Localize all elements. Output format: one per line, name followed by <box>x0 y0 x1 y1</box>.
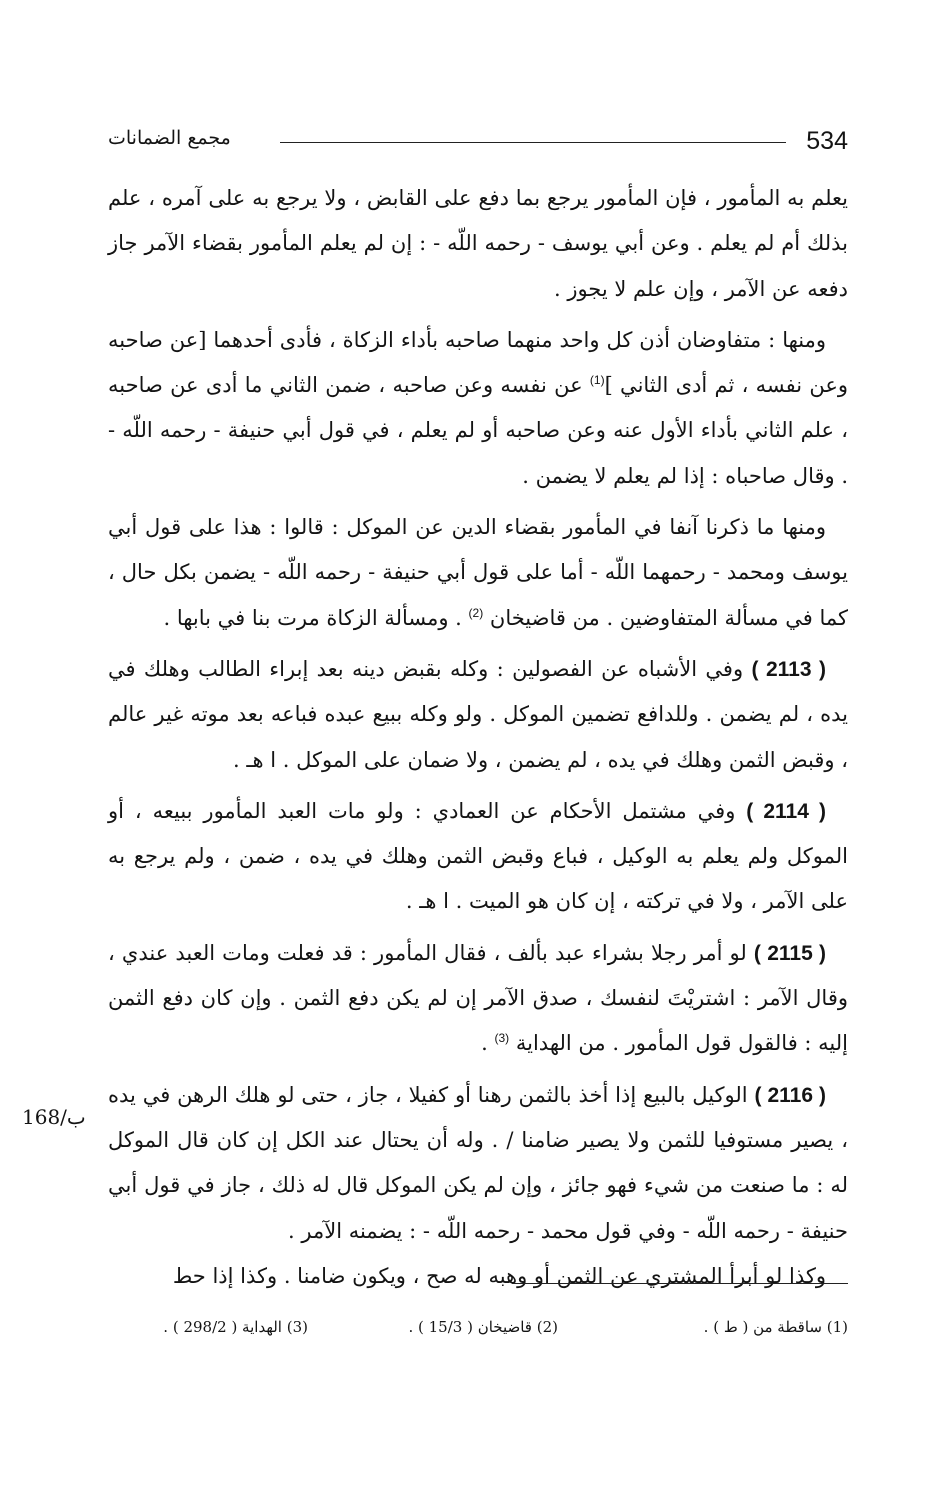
entry-number-2114: ( 2114 ) <box>746 799 826 823</box>
footnote-2: (2) قاضيخان ( 15/3 ) . <box>408 1318 558 1336</box>
paragraph-3-text-a: ومنها ما ذكرنا آنفا في المأمور بقضاء الدين عن الموكل : قالوا : هذا على قول أبي يوسف ومحمد - رحمهما اللّه - أما على قول أبي حنيفة - رحمه اللّه - يضمن بكل حال ، كما في مسألة المتفاوضين . من قاضيخان <box>108 515 848 630</box>
paragraph-2-text-a: ومنها : متفاوضان أذن كل واحد منهما صاحبه بأداء الزكاة ، فأدى أحدهما [عن صاحبه وعن نفسه ، ثم أدى الثاني ] <box>108 327 849 398</box>
paragraph-2113 <box>108 647 848 783</box>
paragraph-2 <box>108 318 848 499</box>
paragraph-2114-text: وفي مشتمل الأحكام عن العمادي : ولو مات العبد المأمور ببيعه ، أو الموكل ولم يعلم به الوكيل ، فباع وقبض الثمن وهلك في يده ، ضمن ، ولم يرجع به على الآمر ، ولا في تركته ، إن كان هو الميت . ا هـ . <box>108 798 848 914</box>
footnote-3: (3) الهداية ( 298/2 ) . <box>163 1318 308 1336</box>
footnote-ref-2: (2) <box>468 605 484 620</box>
paragraph-2116-text: الوكيل بالبيع إذا أخذ بالثمن رهنا أو كفيلا ، جاز ، حتى لو هلك الرهن في يده ، يصير مستوفيا للثمن ولا يصير ضامنا / . وله أن يحتال عند الكل إن كان قال الموكل له : ما صنعت من شيء فهو جائز ، وإن لم يكن الموكل قال له ذلك ، جاز في قول أبي حنيفة - رحمه اللّه - وفي قول محمد - رحمه اللّه - : يضمنه الآمر . <box>108 1082 848 1243</box>
entry-number-2116: ( 2116 ) <box>754 1083 826 1107</box>
paragraph-1 <box>108 176 848 312</box>
paragraph-2114 <box>108 789 848 925</box>
paragraph-last-text: وكذا لو أبرأ المشتري عن الثمن أو وهبه له صح ، ويكون ضامنا . وكذا إذا حط <box>172 1263 826 1288</box>
page-header <box>108 125 848 165</box>
footnotes <box>108 1318 848 1342</box>
footnote-ref-1: (1) <box>589 373 605 388</box>
paragraph-3-text-b: . ومسألة الزكاة مرت بنا في بابها . <box>163 605 469 630</box>
paragraph-3 <box>108 505 848 641</box>
paragraph-1-text: يعلم به المأمور ، فإن المأمور يرجع بما دفع على القابض ، ولا يرجع به على آمره ، علم بذلك أم لم يعلم . وعن أبي يوسف - رحمه اللّه - : إن لم يعلم المأمور بقضاء الآمر جاز دفعه عن الآمر ، وإن علم لا يجوز . <box>108 186 848 301</box>
page-number: 534 <box>806 127 848 155</box>
paragraph-2113-text: وفي الأشباه عن الفصولين : وكله بقبض دينه بعد إبراء الطالب وهلك في يده ، لم يضمن . وللدافع تضمين الموكل . ولو وكله ببيع عبده فباعه بعد موته غير عالم ، وقبض الثمن وهلك في يده ، لم يضمن ، ولا ضمان على الموكل . ا هـ . <box>108 656 848 772</box>
running-title: مجمع الضمانات <box>108 127 231 149</box>
manuscript-folio-note: 168/ب <box>22 1105 86 1129</box>
header-divider <box>280 142 786 143</box>
entry-number-2113: ( 2113 ) <box>751 657 826 681</box>
paragraph-2115 <box>108 931 848 1067</box>
paragraph-last <box>108 1254 848 1299</box>
paragraph-2115-text-a: لو أمر رجلا بشراء عبد بألف ، فقال المأمور : قد فعلت ومات العبد عندي ، وقال الآمر : اشتريْتَ لنفسك ، صدق الآمر إن لم يكن دفع الثمن . وإن كان دفع الثمن إليه : فالقول قول المأمور . من الهداية <box>108 940 848 1056</box>
footnote-1: (1) ساقطة من ( ط ) . <box>703 1318 848 1336</box>
paragraph-2116 <box>108 1073 848 1254</box>
paragraph-2-text-b: عن نفسه وعن صاحبه ، ضمن الثاني ما أدى عن صاحبه ، علم الثاني بأداء الأول عنه وعن صاحبه أو لم يعلم ، في قول أبي حنيفة - رحمه اللّه - . وقال صاحباه : إذا لم يعلم لا يضمن . <box>108 373 848 488</box>
footnote-ref-3: (3) <box>494 1031 510 1046</box>
entry-number-2115: ( 2115 ) <box>753 941 827 965</box>
footnote-divider <box>512 1283 848 1284</box>
main-text <box>108 176 848 1299</box>
paragraph-2115-text-b: . <box>481 1031 495 1056</box>
